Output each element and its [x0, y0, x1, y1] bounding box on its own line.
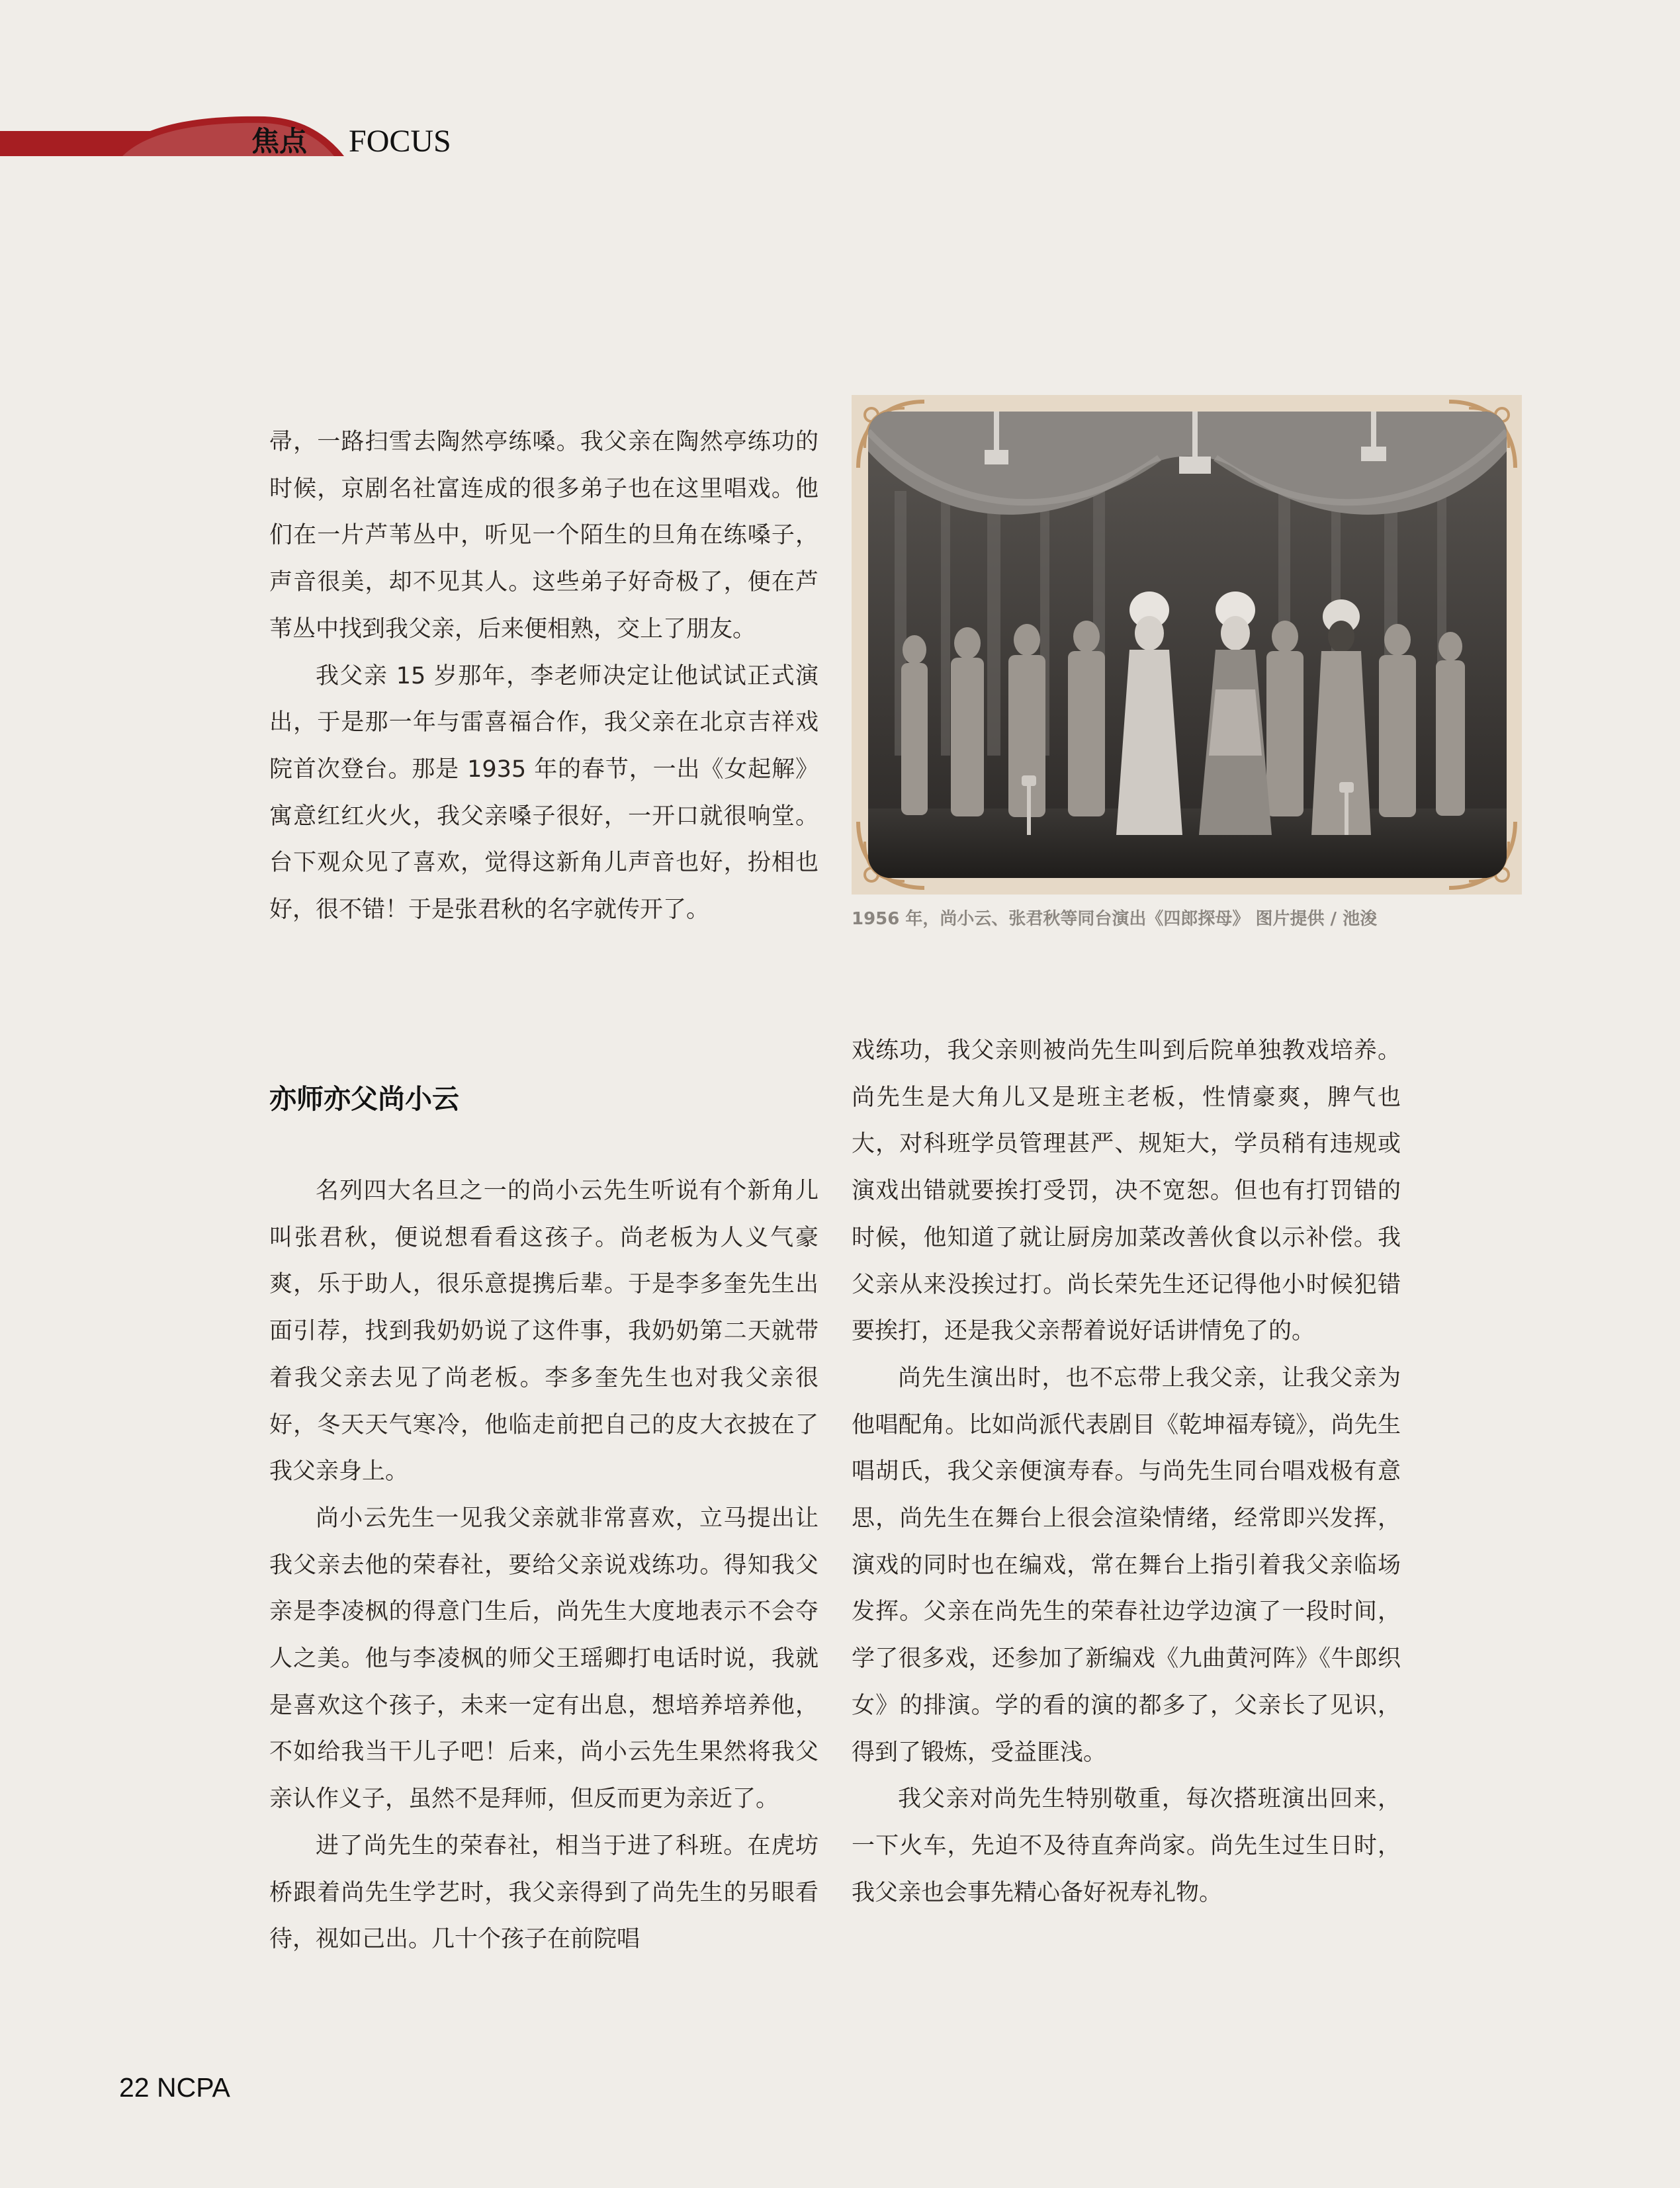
page-number: 22	[119, 2072, 150, 2103]
photo-caption: 1956 年，尚小云、张君秋等同台演出《四郎探母》 图片提供 / 池浚	[852, 909, 1378, 929]
section-name: 焦点	[251, 125, 308, 157]
stage-photo	[868, 412, 1507, 878]
paragraph: 帚，一路扫雪去陶然亭练嗓。我父亲在陶然亭练功的时候，京剧名社富连成的很多弟子也在这里唱戏。他们在一片芦苇丛中，听见一个陌生的旦角在练嗓子，声音很美，却不见其人。这些弟子好奇极了，便在芦苇丛中找到我父亲，后来便相熟，交上了朋友。	[269, 429, 818, 642]
paragraph: 尚小云先生一见我父亲就非常喜欢，立马提出让我父亲去他的荣春社，要给父亲说戏练功。得知我父亲是李凌枫的得意门生后，尚先生大度地表示不会夺人之美。他与李凌枫的师父王瑶卿打电话时说，我就是喜欢这个孩子，未来一定有出息，想培养培养他，不如给我当干儿子吧！后来，尚小云先生果然将我父亲认作义子，虽然不是拜师，但反而更为亲近了。	[269, 1505, 818, 1813]
paragraph: 我父亲 15 岁那年，李老师决定让他试试正式演出，于是那一年与雷喜福合作，我父亲在北京吉祥戏院首次登台。那是 1935 年的春节，一出《女起解》寓意红红火火，我父亲嗓子很好，一开口就很响堂。台下观众见了喜欢，觉得这新角儿声音也好，扮相也好，很不错！于是张君秋的名字就传开了。	[269, 662, 818, 924]
right-column	[852, 1028, 1401, 1916]
paragraph: 名列四大名旦之一的尚小云先生听说有个新角儿叫张君秋，便说想看看这孩子。尚老板为人义气豪爽，乐于助人，很乐意提携后辈。于是李多奎先生出面引荐，找到我奶奶说了这件事，我奶奶第二天就带着我父亲去见了尚老板。李多奎先生也对我父亲很好，冬天天气寒冷，他临走前把自己的皮大衣披在了我父亲身上。	[269, 1178, 818, 1485]
paragraph: 进了尚先生的荣春社，相当于进了科班。在虎坊桥跟着尚先生学艺时，我父亲得到了尚先生的另眼看待，视如己出。几十个孩子在前院唱	[269, 1832, 818, 1953]
left-column-bottom	[269, 1168, 818, 1963]
paragraph: 我父亲对尚先生特别敬重，每次搭班演出回来，一下火车，先迫不及待直奔尚家。尚先生过生日时，我父亲也会事先精心备好祝寿礼物。	[852, 1786, 1401, 1906]
subheading: 亦师亦父尚小云	[269, 1083, 459, 1115]
paragraph: 戏练功，我父亲则被尚先生叫到后院单独教戏培养。尚先生是大角儿又是班主老板，性情豪爽，脾气也大，对科班学员管理甚严、规矩大，学员稍有违规或演戏出错就要挨打受罚，决不宽恕。但也有打罚错的时候，他知道了就让厨房加菜改善伙食以示补偿。我父亲从来没挨过打。尚长荣先生还记得他小时候犯错要挨打，还是我父亲帮着说好话讲情免了的。	[852, 1037, 1401, 1345]
page-footer	[119, 2071, 230, 2104]
paragraph: 尚先生演出时，也不忘带上我父亲，让我父亲为他唱配角。比如尚派代表剧目《乾坤福寿镜》，尚先生唱胡氏，我父亲便演寿春。与尚先生同台唱戏极有意思，尚先生在舞台上很会渲染情绪，经常即兴发挥，演戏的同时也在编戏，常在舞台上指引着我父亲临场发挥。父亲在尚先生的荣春社边学边演了一段时间，学了很多戏，还参加了新编戏《九曲黄河阵》《牛郎织女》的排演。学的看的演的都多了，父亲长了见识，得到了锻炼，受益匪浅。	[852, 1364, 1401, 1766]
left-column-top	[269, 419, 818, 934]
magazine-name: NCPA	[157, 2072, 230, 2103]
stage-photo-illustration	[868, 412, 1507, 878]
section-name-english: FOCUS	[349, 124, 451, 159]
